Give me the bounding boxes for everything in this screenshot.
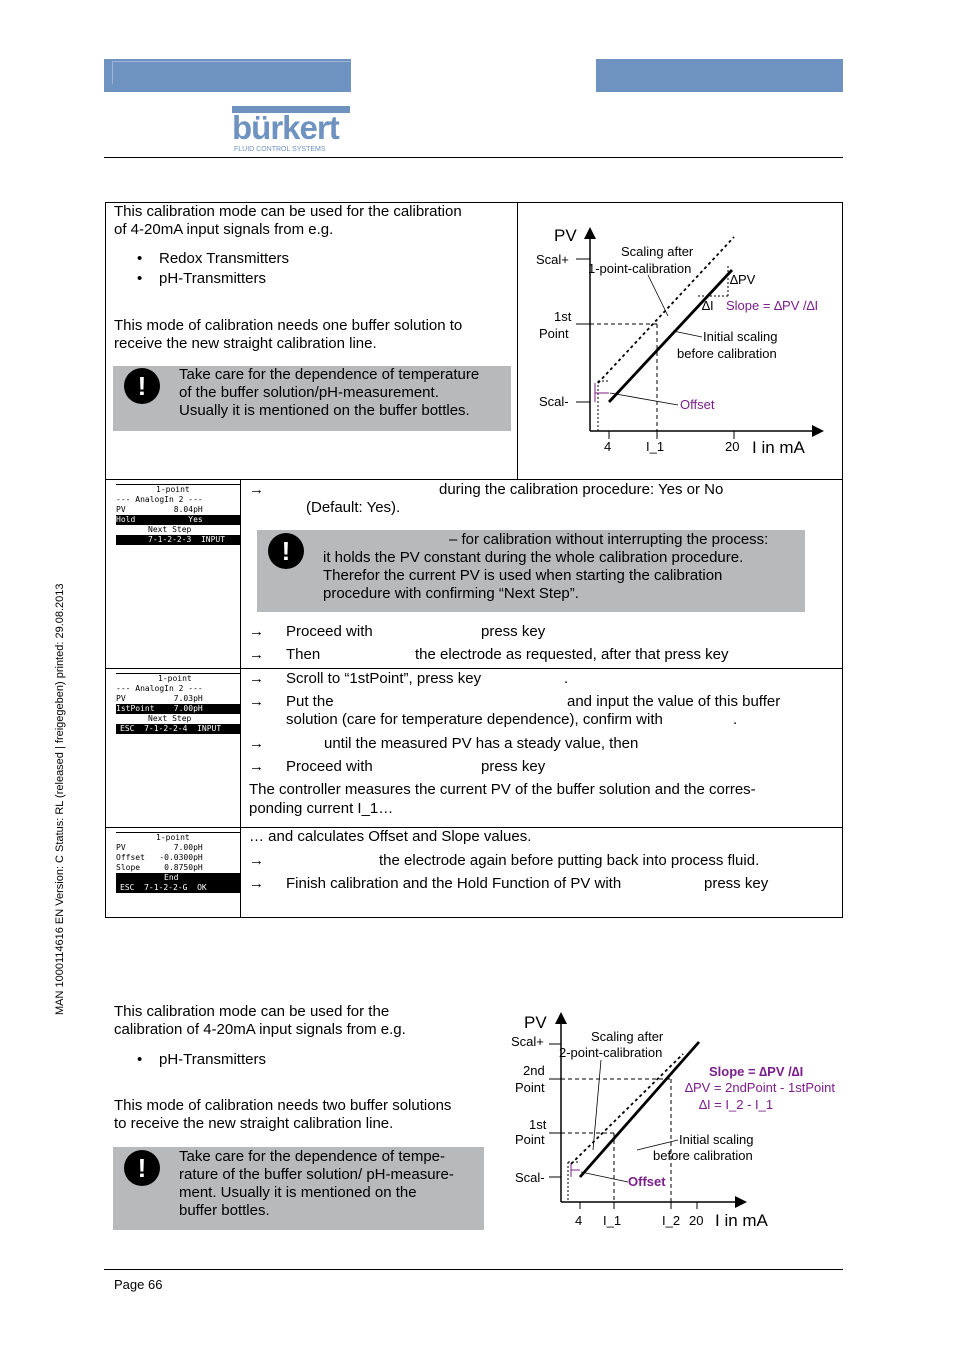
lcd-1stpoint — [116, 673, 241, 734]
lcd-line: --- AnalogIn 2 --- — [116, 684, 203, 693]
tick-1st-point: Point — [515, 1132, 545, 1147]
arrow: → — [249, 693, 264, 710]
tick-2nd: 2nd — [523, 1063, 545, 1078]
s1-bullet-2: • pH-Transmitters — [159, 270, 266, 288]
label-scaling-after-1: Scaling after — [591, 1029, 664, 1044]
lcd-title: 1-point — [116, 832, 241, 843]
label-initial-1: Initial scaling — [679, 1132, 754, 1147]
row3-p1: … and calculates Offset and Slope values. — [249, 828, 532, 845]
lcd-line: PV 7.03pH — [116, 694, 203, 703]
table-hline-2 — [105, 668, 843, 669]
table-hline-1 — [105, 479, 843, 480]
s2-note-line3: ment. Usually it is mentioned on the — [179, 1184, 417, 1201]
row3-s2a: Finish calibration and the Hold Function of PV with — [286, 875, 622, 892]
tick-x-20: 20 — [689, 1213, 704, 1228]
row2-s2d: . — [733, 711, 738, 728]
lcd-title: 1-point — [116, 673, 241, 684]
tick-x-i1: I_1 — [646, 439, 665, 454]
row1-step1a: Proceed with — [286, 623, 373, 640]
row2-s3: until the measured PV has a steady value, then — [324, 735, 639, 752]
s2-need-line1: This mode of calibration needs two buffer solutions — [114, 1097, 452, 1114]
side-print-info: MAN 1000114616 EN Version: C Status: RL (released | freigegeben) printed: 29.08.2013 — [54, 583, 66, 1015]
tick-2nd-point: Point — [515, 1080, 545, 1095]
lcd-line-selected: 1stPoint 7.00pH — [116, 704, 241, 714]
label-scaling-after-1: Scaling after — [621, 244, 694, 259]
s2-intro-line2: calibration of 4-20mA input signals from e.g. — [114, 1021, 406, 1038]
label-delta-i: ∆I — [702, 298, 714, 313]
warning-icon: ! — [268, 533, 304, 569]
label-slope: Slope = ∆PV /∆I — [726, 298, 819, 313]
tick-scal-minus: Scal- — [515, 1170, 545, 1185]
lcd-title: 1-point — [116, 484, 241, 495]
s1-note-line1: Take care for the dependence of temperature — [179, 366, 480, 383]
lcd-softkeys: 7-1-2-2-3 INPUT — [116, 535, 241, 545]
label-dpv: ∆PV = 2ndPoint - 1stPoint — [685, 1080, 835, 1095]
header-rule — [104, 157, 843, 158]
row2-p2: ponding current I_1… — [249, 800, 394, 817]
row1-step2b: the electrode as requested, after that press key — [415, 646, 729, 663]
tick-point: Point — [539, 326, 569, 341]
row2-s1b: . — [564, 670, 569, 687]
arrow: → — [249, 758, 264, 775]
label-offset: Offset — [680, 397, 715, 412]
s2-note-line2: rature of the buffer solution/ pH-measure- — [179, 1166, 454, 1183]
s1-intro-line1: This calibration mode can be used for the calibration — [114, 203, 462, 220]
header-bar-right — [596, 59, 843, 92]
warning-icon: ! — [124, 368, 160, 404]
row2-s4a: Proceed with — [286, 758, 373, 775]
label-offset: Offset — [628, 1174, 666, 1189]
tick-x-i1: I_1 — [603, 1213, 622, 1228]
s2-bullet-1: • pH-Transmitters — [159, 1051, 266, 1069]
tick-scal-plus: Scal+ — [511, 1034, 544, 1049]
y-axis-label: PV — [554, 226, 577, 245]
x-axis-label: I in mA — [752, 438, 805, 457]
label-scaling-after-2: 1-point-calibration — [588, 261, 692, 276]
row1-note-line4: procedure with confirming “Next Step”. — [323, 585, 579, 602]
lcd-line-selected: End — [116, 873, 241, 883]
s2-intro-line1: This calibration mode can be used for the — [114, 1003, 390, 1020]
row1-step2a: Then — [286, 646, 321, 663]
row1-note-line2: it holds the PV constant during the whole calibration procedure. — [323, 549, 744, 566]
row2-s2b: and input the value of this buffer — [567, 693, 781, 710]
lcd-hold — [116, 484, 241, 545]
label-slope: Slope = ∆PV /∆I — [709, 1064, 804, 1079]
lcd-line: PV 8.04pH — [116, 505, 203, 514]
page-number: Page 66 — [114, 1277, 163, 1292]
two-point-chart — [505, 1010, 845, 1235]
lcd-line: --- AnalogIn 2 --- — [116, 495, 203, 504]
row2-s4b: press key — [481, 758, 546, 775]
footer-rule — [104, 1269, 843, 1270]
tick-x-20: 20 — [725, 439, 740, 454]
lcd-softkeys: ESC 7-1-2-2-G OK — [116, 883, 241, 893]
lcd-line: PV 7.00pH — [116, 843, 203, 852]
lcd-line: Slope 0.8750pH — [116, 863, 203, 872]
row2-s1a: Scroll to “1stPoint”, press key — [286, 670, 482, 687]
row1-line1: during the calibration procedure: Yes or No — [439, 481, 724, 498]
label-initial-2: before calibration — [677, 346, 777, 361]
row1-step1b: press key — [481, 623, 546, 640]
arrow: → — [249, 735, 264, 752]
warning-icon: ! — [124, 1150, 160, 1186]
logo-subtext: FLUID CONTROL SYSTEMS — [234, 146, 326, 153]
y-axis-label: PV — [524, 1013, 547, 1032]
arrow: → — [249, 670, 264, 687]
tick-x-4: 4 — [604, 439, 612, 454]
label-initial-1: Initial scaling — [703, 329, 778, 344]
one-point-chart — [518, 203, 842, 478]
arrow: → — [249, 852, 264, 869]
x-axis-label: I in mA — [715, 1211, 768, 1230]
tick-1st: 1st — [529, 1117, 547, 1132]
lcd-line: Next Step — [148, 525, 192, 534]
label-scaling-after-2: 2-point-calibration — [559, 1045, 663, 1060]
s1-note-line2: of the buffer solution/pH-measurement. — [179, 384, 439, 401]
s2-note-line4: buffer bottles. — [179, 1202, 270, 1219]
row3-s2b: press key — [704, 875, 769, 892]
logo-text: bürkert — [232, 109, 339, 146]
lcd-result — [116, 832, 241, 893]
arrow: → — [249, 623, 264, 640]
lcd-line: Offset -0.0300pH — [116, 853, 203, 862]
arrow: → — [249, 875, 264, 892]
arrow: → — [249, 646, 264, 663]
tick-scal-plus: Scal+ — [536, 252, 569, 267]
row1-note-line3: Therefor the current PV is used when starting the calibration — [323, 567, 723, 584]
row1-note-line1: – for calibration without interrupting the process: — [449, 531, 769, 548]
row2-s2c: solution (care for temperature dependence), confirm with — [286, 711, 663, 728]
s1-need-line1: This mode of calibration needs one buffer solution to — [114, 317, 463, 334]
label-initial-2: before calibration — [653, 1148, 753, 1163]
label-delta-pv: ∆PV — [730, 272, 756, 287]
s1-need-line2: receive the new straight calibration line. — [114, 335, 377, 352]
lcd-softkeys: ESC 7-1-2-2-4 INPUT — [116, 724, 241, 734]
tick-1st: 1st — [554, 309, 572, 324]
s2-note-box — [113, 1147, 484, 1230]
arrow: → — [249, 481, 264, 498]
s2-need-line2: to receive the new straight calibration line. — [114, 1115, 394, 1132]
s1-note-line3: Usually it is mentioned on the buffer bottles. — [179, 402, 470, 419]
row3-s1: the electrode again before putting back into process fluid. — [379, 852, 760, 869]
header-bar-left-highlight — [112, 61, 350, 84]
row2-p1: The controller measures the current PV of the buffer solution and the corres- — [249, 781, 756, 798]
tick-scal-minus: Scal- — [539, 394, 569, 409]
s1-note-box — [113, 366, 511, 431]
s1-bullet-1: • Redox Transmitters — [159, 250, 289, 268]
lcd-line-selected: Hold Yes — [116, 515, 241, 525]
s1-intro-line2: of 4-20mA input signals from e.g. — [114, 221, 334, 238]
label-di: ∆I = I_2 - I_1 — [699, 1097, 774, 1112]
s2-note-line1: Take care for the dependence of tempe- — [179, 1148, 446, 1165]
tick-x-4: 4 — [575, 1213, 583, 1228]
row2-s2a: Put the — [286, 693, 334, 710]
lcd-line: Next Step — [148, 714, 192, 723]
row1-note-box — [257, 530, 805, 612]
tick-x-i2: I_2 — [662, 1213, 681, 1228]
row1-line2: (Default: Yes). — [306, 499, 401, 516]
